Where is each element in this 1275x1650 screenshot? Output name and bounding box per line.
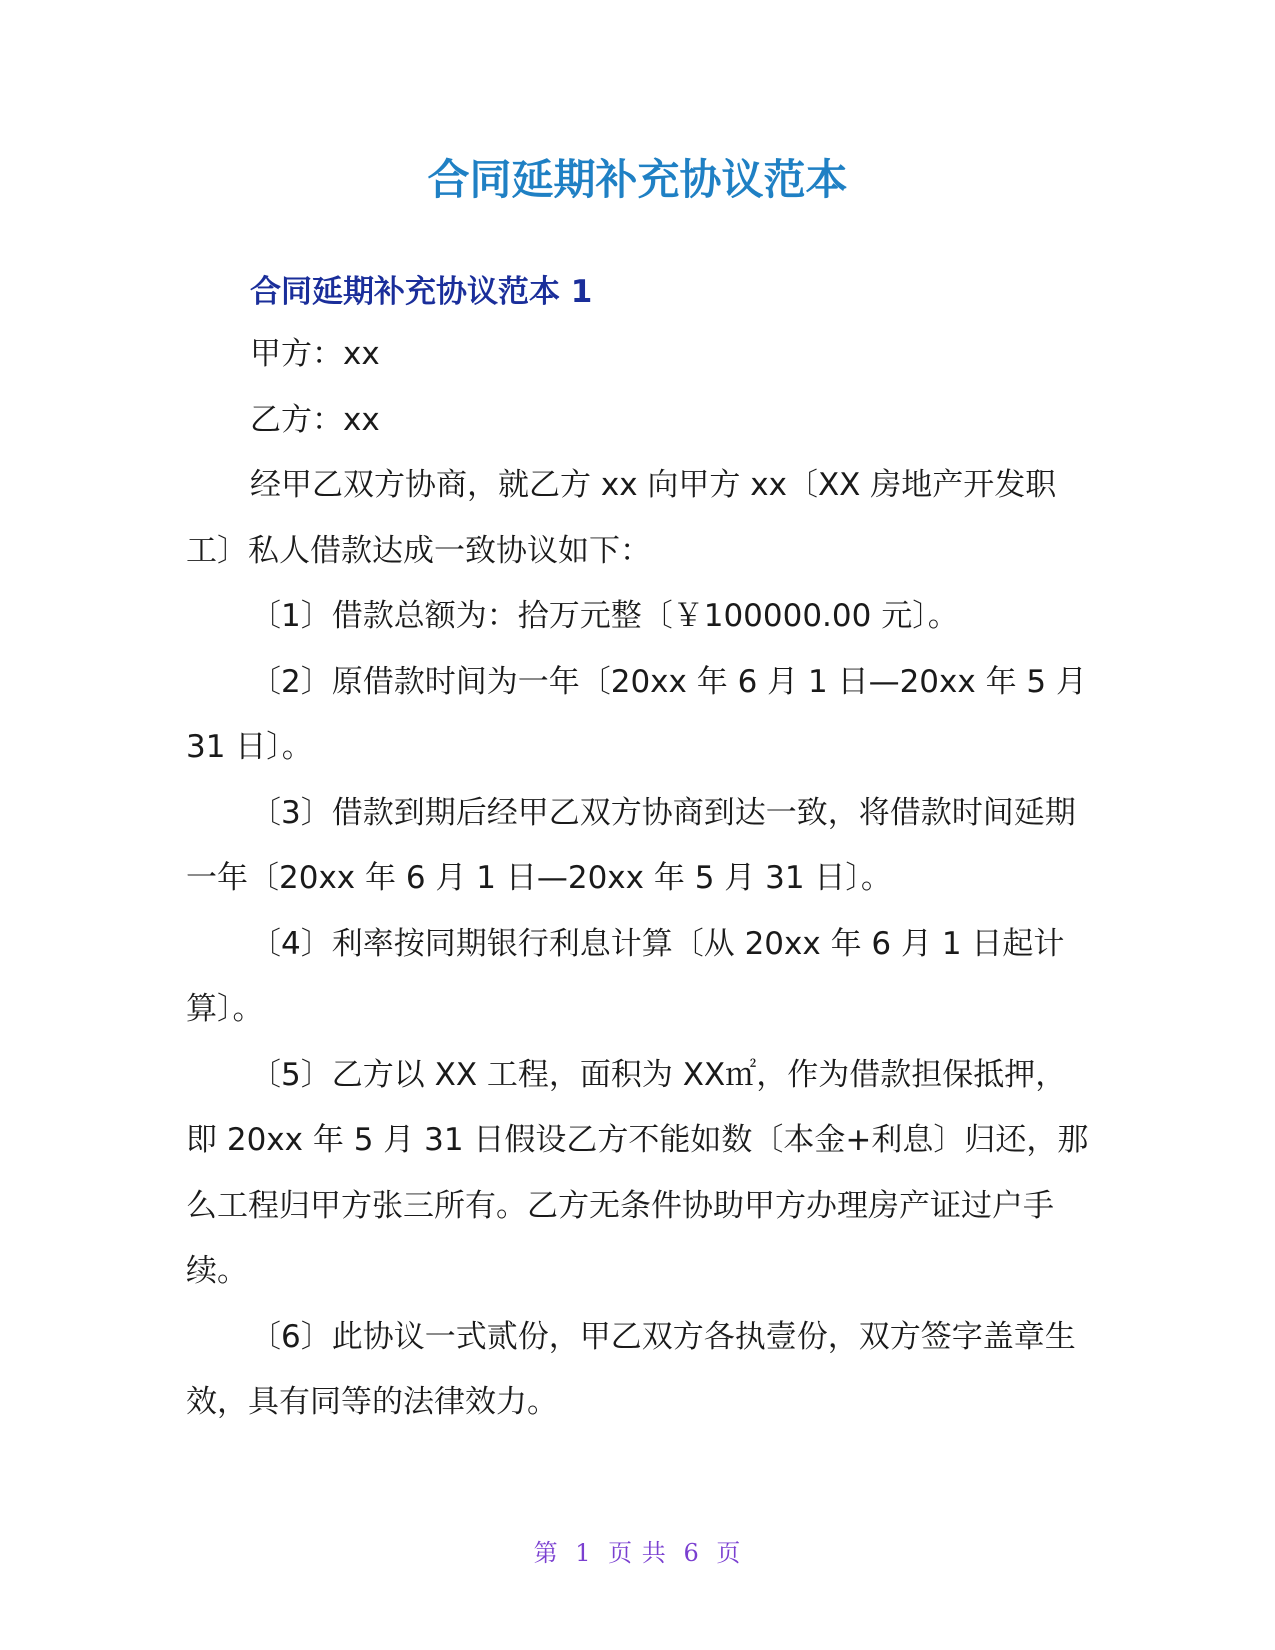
document-title: 合同延期补充协议范本 bbox=[427, 155, 848, 204]
footer-suffix: 页 bbox=[716, 1539, 742, 1567]
clause-5: 〔5〕乙方以 XX 工程，面积为 XX㎡，作为借款担保抵押，即 20xx 年 5 月 31 日假设乙方不能如数〔本金+利息〕归还，那么工程归甲方张三所有。乙方无条件协助甲方办理房产证过户手续。 bbox=[186, 1056, 1089, 1289]
clause-4: 〔4〕利率按同期银行利息计算〔从 20xx 年 6 月 1 日起计算〕。 bbox=[186, 925, 1065, 1027]
footer-page-number: 1 bbox=[575, 1539, 592, 1567]
footer-middle: 页 共 bbox=[608, 1539, 667, 1567]
document-body bbox=[186, 262, 1096, 1436]
page-footer bbox=[0, 1538, 1275, 1568]
party-b-line: 乙方：xx bbox=[250, 401, 380, 438]
clause-6: 〔6〕此协议一式贰份，甲乙双方各执壹份，双方签字盖章生效，具有同等的法律效力。 bbox=[186, 1318, 1076, 1420]
clause-1: 〔1〕借款总额为：拾万元整〔￥100000.00 元〕。 bbox=[250, 598, 959, 634]
intro-paragraph: 经甲乙双方协商，就乙方 xx 向甲方 xx〔XX 房地产开发职工〕私人借款达成一致协议如下： bbox=[186, 467, 1057, 569]
section-heading: 合同延期补充协议范本 1 bbox=[250, 274, 593, 310]
party-a-line: 甲方：xx bbox=[250, 336, 380, 372]
footer-total-pages: 6 bbox=[683, 1539, 700, 1567]
footer-prefix: 第 bbox=[533, 1539, 559, 1567]
clause-2: 〔2〕原借款时间为一年〔20xx 年 6 月 1 日—20xx 年 5 月 31 日〕。 bbox=[186, 663, 1087, 765]
clause-3: 〔3〕借款到期后经甲乙双方协商到达一致，将借款时间延期一年〔20xx 年 6 月 1 日—20xx 年 5 月 31 日〕。 bbox=[186, 794, 1076, 896]
